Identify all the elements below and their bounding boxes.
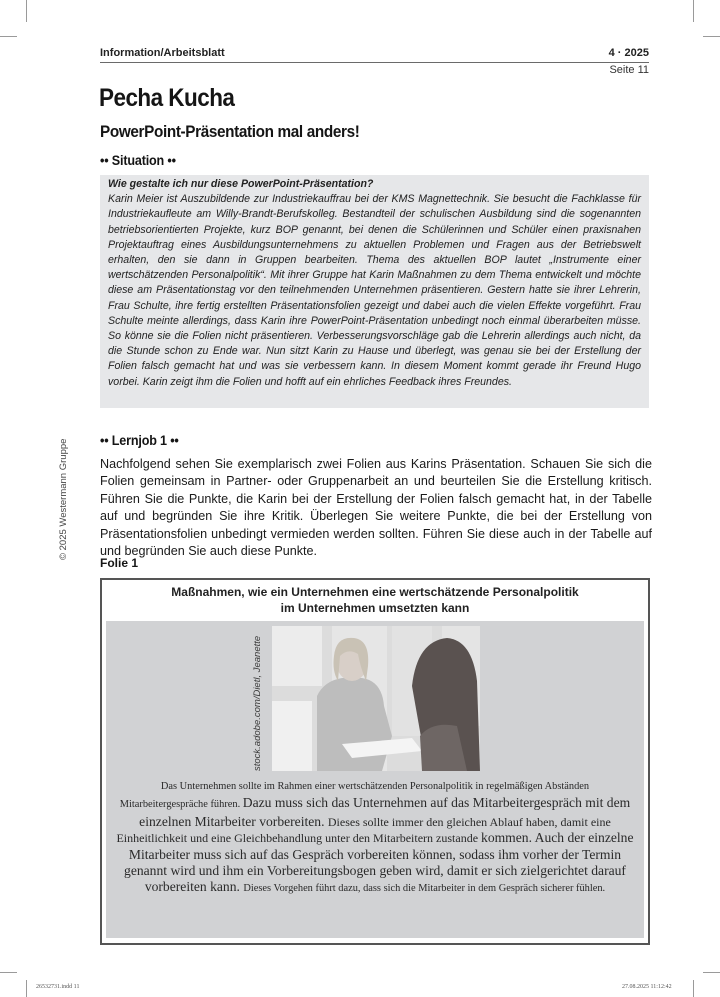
situation-heading: •• Situation ••: [100, 152, 176, 168]
print-datetime: 27.08.2025 11:12:42: [622, 984, 672, 990]
crop-mark: [693, 980, 694, 997]
slide-text-part: kommen. Auch der einzelne Mitarbeiter muss sich auf das Gespräch vorbereiten können, sodass ihm vorher der Termin genannt wird und ihm ein Vorbereitungsbogen geben wird, damit er sich zielgerichtet darauf vorbereiten kann.: [124, 830, 634, 895]
page-number: Seite 11: [609, 64, 649, 76]
situation-question: Wie gestalte ich nur diese PowerPoint-Präsentation?: [108, 178, 374, 190]
crop-mark: [0, 36, 17, 37]
slide-body: [106, 621, 644, 938]
photo-credit: stock.adobe.com/Dietl, Jeanette: [252, 635, 263, 771]
situation-text: Karin Meier ist Auszubildende zur Industriekauffrau bei der KMS Magnettechnik. Sie besucht die Fachklasse für Industriekaufleute am Willy-Brandt-Berufskolleg. Bestandteil der schulischen Ausbildung sind die sogenannten betriebsorientierten Projekte, kurz BOP genannt, bei denen die Schülerinnen und Schüler einen praxisnahen Projektauftrag eines Ausbildungsunternehmens zu aktuellen Problemen und Fragen aus der Betriebswelt erhalten, den sie dann in Gruppen bearbeiten. Thema des aktuellen BOP lautet „Instrumente einer wertschätzenden Personalpolitik“. Mit ihrer Gruppe hat Karin Maßnahmen zu dem Thema entwickelt und möchte diese am Präsentationstag vor den teilnehmenden Unternehmen präsentieren. Gestern hatte sie ihrer Lehrerin, Frau Schulte, ihre fertig erstellten Präsentationsfolien gezeigt und dabei auch die vielen Effekte vorgeführt. Frau Schulte meinte allerdings, dass Karin ihre PowerPoint-Präsentation unbedingt noch einmal überarbeiten müsse. So könne sie die Folien nicht präsentieren. Verbesserungsvorschläge gab die Lehrerin allerdings auch nicht, da die Stunde schon zu Ende war. Nun sitzt Karin zu Hause und überlegt, was genau sie bei der Erstellung der Folien falsch gemacht hat und was sie verbessern kann. In diesem Moment kommt gerade ihr Freund Hugo vorbei. Karin zeigt ihm die Folien und hofft auf ein ehrliches Feedback ihres Freundes.: [108, 193, 641, 388]
meeting-photo: [272, 626, 480, 771]
running-header: [100, 47, 649, 63]
lernjob-heading: •• Lernjob 1 ••: [100, 432, 179, 448]
header-category: Information/Arbeitsblatt: [100, 47, 225, 59]
photo-illustration-icon: [272, 626, 480, 771]
slide-text-part: Das Unternehmen sollte im Rahmen einer wertschätzenden Personalpolitik in regelmäßigen Abständen Mitarbeitergespräche führen.: [119, 781, 590, 811]
crop-mark: [693, 0, 694, 22]
page-subtitle: PowerPoint-Präsentation mal anders!: [100, 122, 360, 141]
slide-frame: [100, 578, 650, 945]
lernjob-text: Nachfolgend sehen Sie exemplarisch zwei Folien aus Karins Präsentation. Schauen Sie sich die Folien gemeinsam in Partner- oder Gruppenarbeit an und beurteilen Sie die Erstellung kritisch. Führen Sie die Punkte, die Karin bei der Erstellung der Folien falsch gemacht hat, in der Tabelle auf und begründen Sie ihre Kritik. Überlegen Sie weitere Punkte, die bei der Erstellung von Präsentationsfolien unbedingt vermieden werden sollten. Führen Sie diese auch in der Tabelle auf und begründen Sie auch diese Punkte.: [100, 457, 652, 559]
print-file-info: 26532731.indd 11: [36, 984, 80, 990]
slide-title: [102, 585, 648, 616]
slide-text-part: Dazu muss sich das Unternehmen auf das Mitarbeitergespräch mit dem einzelnen Mitarbeiter vorbereiten.: [139, 795, 631, 829]
crop-mark: [703, 36, 720, 37]
slide-text-part: Dieses sollte immer den gleichen Ablauf haben, damit eine Einheitlichkeit und eine Gleichbehandlung unter den Mitarbeitern zustande: [116, 814, 611, 846]
crop-mark: [26, 0, 27, 22]
header-issue: 4 · 2025: [608, 47, 649, 59]
copyright-notice: © 2025 Westermann Gruppe: [58, 438, 69, 560]
page-title: Pecha Kucha: [99, 84, 235, 112]
crop-mark: [703, 972, 720, 973]
slide-body-text: [116, 777, 634, 898]
slide-title-line: im Unternehmen umsetzten kann: [280, 600, 470, 615]
slide-title-line: Maßnahmen, wie ein Unternehmen eine wertschätzende Personalpolitik: [171, 585, 579, 599]
slide-text-part: Dieses Vorgehen führt dazu, dass sich die Mitarbeiter in dem Gespräch sicherer fühlen.: [243, 883, 606, 895]
folie-label: Folie 1: [100, 556, 139, 570]
crop-mark: [26, 980, 27, 997]
situation-box: [100, 175, 649, 408]
crop-mark: [0, 972, 17, 973]
